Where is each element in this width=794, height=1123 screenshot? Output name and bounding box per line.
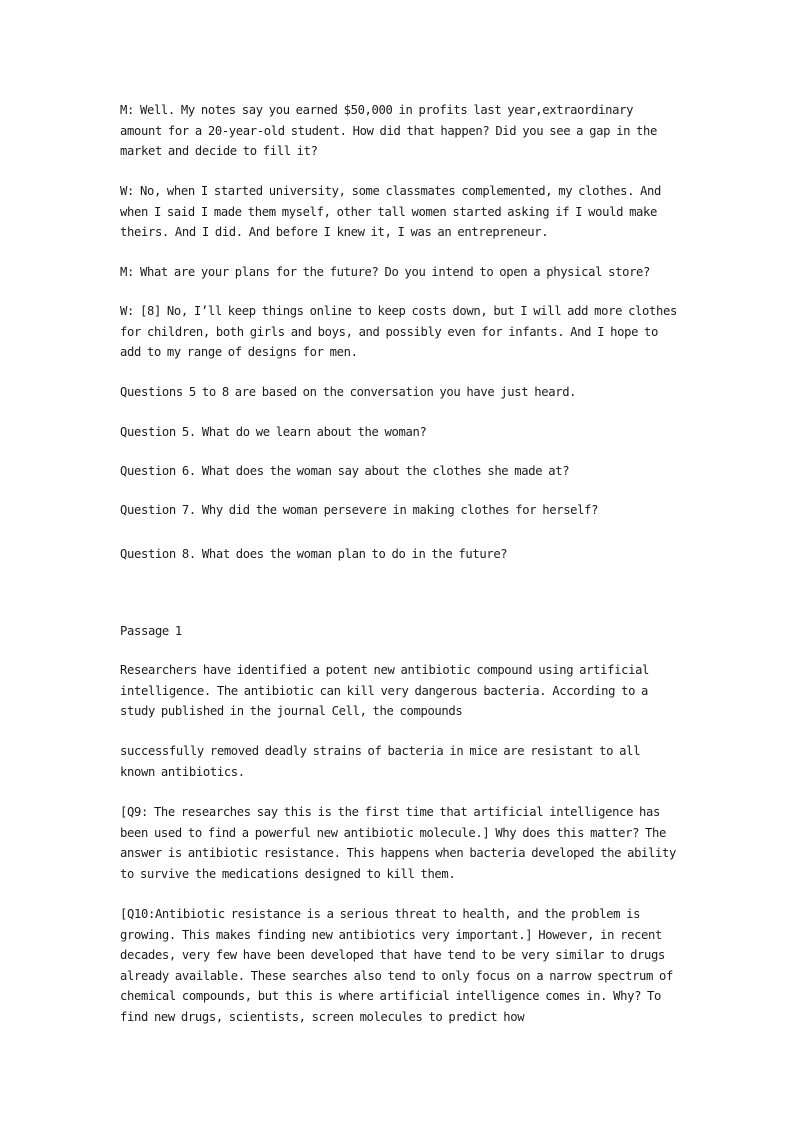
dialogue-woman-2: W: [8] No, I’ll keep things online to keep costs down, but I will add more clothes for children, both girls and boys, and possibly even for infants. And I hope to add to my range of designs for men. [120,304,677,359]
passage-paragraph-3: [Q9: The researches say this is the first time that artificial intelligence has been used to find a powerful new antibiotic molecule.] Why does this matter? The answer is antibiotic resistance. This happens when bacteria developed the ability to survive the medications designed to kill them. [120,805,676,881]
questions-intro: Questions 5 to 8 are based on the conversation you have just heard. [120,385,577,399]
question-6: Question 6. What does the woman say about the clothes she made at? [120,464,570,478]
passage-paragraph-1: Researchers have identified a potent new antibiotic compound using artificial intelligence. The antibiotic can kill very dangerous bacteria. According to a study published in the journal Cell, the compounds [120,663,650,718]
passage-title: Passage 1 [120,624,182,638]
question-8: Question 8. What does the woman plan to do in the future? [120,547,508,561]
question-5: Question 5. What do we learn about the woman? [120,425,427,439]
question-7: Question 7. Why did the woman persevere in making clothes for herself? [120,503,599,517]
passage-paragraph-4: [Q10:Antibiotic resistance is a serious threat to health, and the problem is growing. This makes finding new antibiotics very important.] However, in recent decades, very few have been developed that have tend to be very similar to drugs already available. These searches also tend to only focus on a narrow spectrum of chemical compounds, but this is where artificial intelligence comes in. Why? To find new drugs, scientists, screen molecules to predict how [120,907,673,1024]
dialogue-man-2: M: What are your plans for the future? Do you intend to open a physical store? [120,265,651,279]
dialogue-woman-1: W: No, when I started university, some classmates complemented, my clothes. And when I said I made them myself, other tall women started asking if I would make theirs. And I did. And before I knew it, I was an entrepreneur. [120,184,662,239]
dialogue-man-1: M: Well. My notes say you earned $50,000 in profits last year,extraordinary amount for a 20-year-old student. How did that happen? Did you see a gap in the market and decide to fill it? [120,103,658,158]
passage-paragraph-2: successfully removed deadly strains of bacteria in mice are resistant to all known antibiotics. [120,744,641,779]
